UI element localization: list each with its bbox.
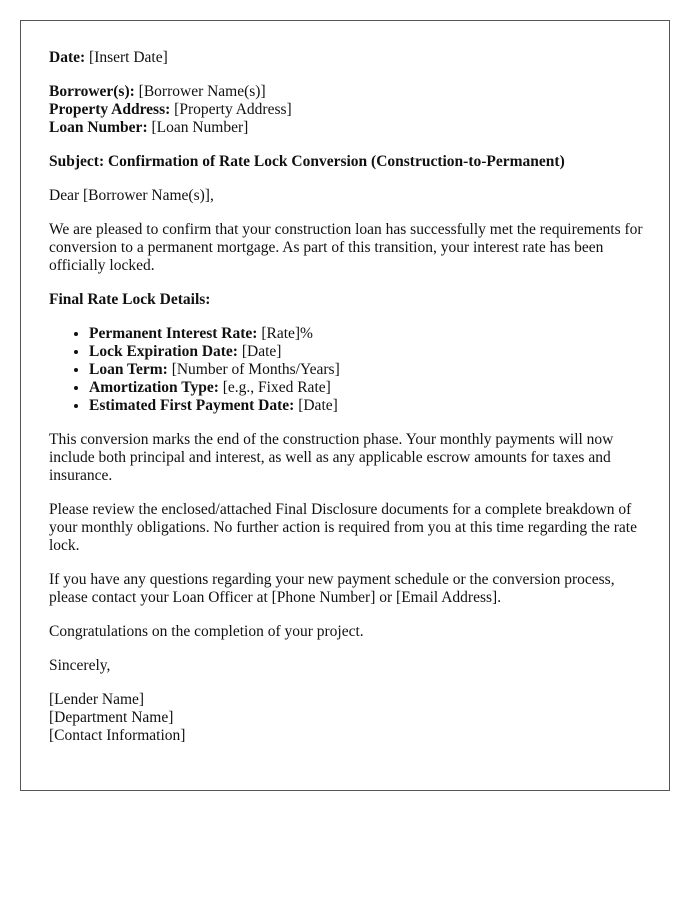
- loan-info-block: [49, 83, 649, 137]
- detail-label: Lock Expiration Date:: [89, 343, 238, 360]
- loan-number-label: Loan Number:: [49, 119, 148, 136]
- lender-name: [Lender Name]: [49, 691, 145, 708]
- contact-information: [Contact Information]: [49, 727, 186, 744]
- review-paragraph: Please review the enclosed/attached Final Disclosure documents for a complete breakdown of your monthly obligations. No further action is required from you at this time regarding the rate lock.: [49, 501, 637, 554]
- property-address-line: [49, 101, 649, 119]
- intro-paragraph: We are pleased to confirm that your construction loan has successfully met the requirements for conversion to a permanent mortgage. As part of this transition, your interest rate has been officially locked.: [49, 221, 643, 274]
- rate-lock-details-list: [49, 325, 649, 415]
- detail-label: Loan Term:: [89, 361, 168, 378]
- closing: Sincerely,: [49, 657, 111, 674]
- detail-item-lock-expiration: [89, 343, 649, 361]
- detail-item-interest-rate: [89, 325, 649, 343]
- detail-item-amortization-type: [89, 379, 649, 397]
- date-line: [49, 49, 649, 67]
- letter-document: [20, 20, 670, 791]
- detail-item-loan-term: [89, 361, 649, 379]
- detail-value: [e.g., Fixed Rate]: [222, 379, 331, 396]
- detail-item-first-payment-date: [89, 397, 649, 415]
- department-name: [Department Name]: [49, 709, 174, 726]
- salutation: Dear [Borrower Name(s)],: [49, 187, 214, 204]
- date-label: Date:: [49, 49, 86, 66]
- detail-value: [Rate]%: [261, 325, 313, 342]
- subject-text: Subject: Confirmation of Rate Lock Conversion (Construction-to-Permanent): [49, 153, 565, 170]
- loan-number-value: [Loan Number]: [151, 119, 249, 136]
- borrower-value: [Borrower Name(s)]: [138, 83, 266, 100]
- detail-value: [Date]: [241, 343, 282, 360]
- detail-value: [Date]: [298, 397, 338, 414]
- borrower-line: [49, 83, 649, 101]
- detail-value: [Number of Months/Years]: [171, 361, 340, 378]
- property-address-label: Property Address:: [49, 101, 171, 118]
- date-value: [Insert Date]: [89, 49, 168, 66]
- conversion-paragraph: This conversion marks the end of the construction phase. Your monthly payments will now include both principal and interest, as well as any applicable escrow amounts for taxes and insurance.: [49, 431, 614, 484]
- loan-number-line: [49, 119, 649, 137]
- questions-paragraph: If you have any questions regarding your new payment schedule or the conversion process, please contact your Loan Officer at [Phone Number] or [Email Address].: [49, 571, 615, 606]
- details-heading: [49, 291, 649, 309]
- congratulations-paragraph: Congratulations on the completion of your project.: [49, 623, 364, 640]
- detail-label: Permanent Interest Rate:: [89, 325, 258, 342]
- detail-label: Estimated First Payment Date:: [89, 397, 295, 414]
- details-heading-text: Final Rate Lock Details:: [49, 291, 211, 308]
- detail-label: Amortization Type:: [89, 379, 219, 396]
- property-address-value: [Property Address]: [174, 101, 292, 118]
- subject-line: [49, 153, 649, 171]
- signature-block: [49, 691, 649, 745]
- borrower-label: Borrower(s):: [49, 83, 135, 100]
